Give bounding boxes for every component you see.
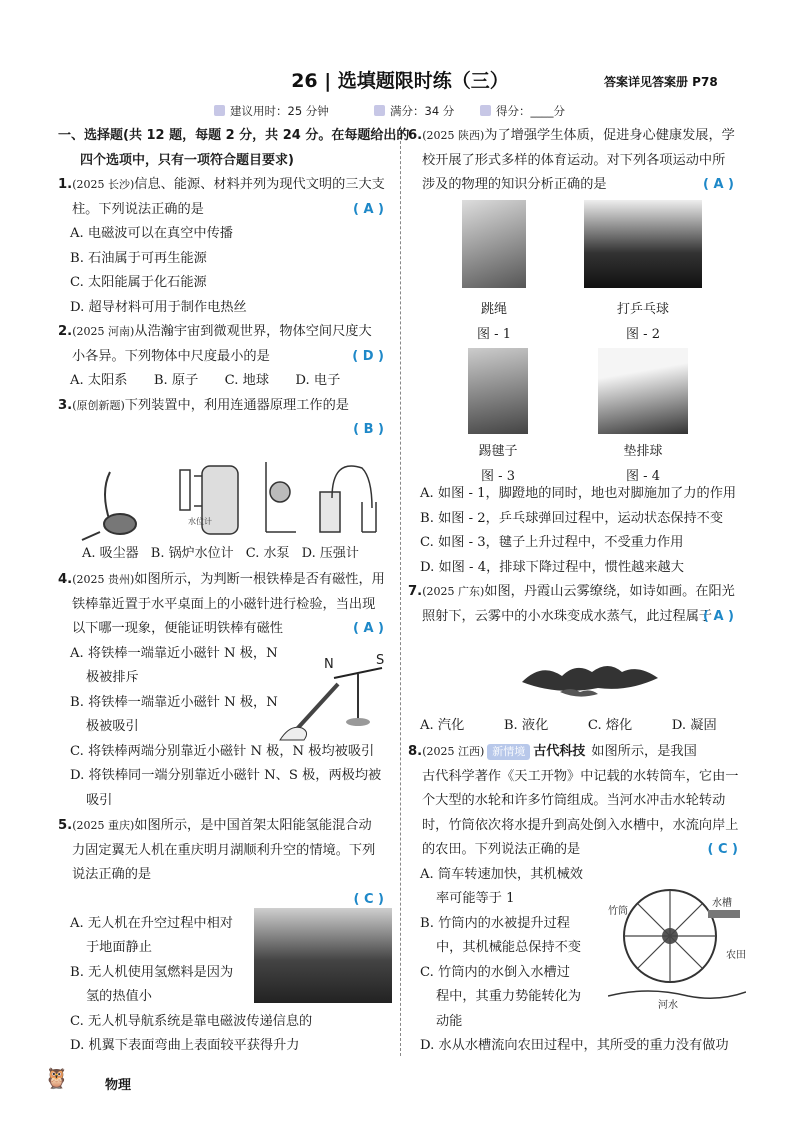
q4-option-d: D. 将铁棒同一端分别靠近小磁针 N、S 极，两极均被 xyxy=(70,768,382,783)
q8-stem-2: 古代科学著作《天工开物》中记载的水转筒车，它由一 xyxy=(422,768,739,784)
q8-option-b: B. 竹筒内的水被提升过程 xyxy=(420,915,570,931)
north-label: N xyxy=(324,657,334,672)
drone-over-lake-image xyxy=(254,908,392,1003)
q1-option-b: B. 石油属于可再生能源 xyxy=(70,250,207,266)
q6-option-a: A. 如图 - 1，脚蹬地的同时，地也对脚施加了力的作用 xyxy=(420,486,737,501)
q4-option-b: B. 将铁棒一端靠近小磁针 N 极，N xyxy=(70,694,278,710)
fig3-label: 图 - 3 xyxy=(481,469,515,484)
q5-stem-1: 5.(2025 重庆)如图所示，是中国首架太阳能氢能混合动 xyxy=(58,818,372,833)
ping-pong-photo xyxy=(584,200,702,288)
volleyball-photo xyxy=(598,348,688,434)
fig2-label: 图 - 2 xyxy=(626,327,660,342)
left-column xyxy=(58,124,410,442)
fig1-label: 图 - 1 xyxy=(477,327,511,342)
q8-stem-4: 时，竹筒依次将水提升到高处倒入水槽中，水流向岸上 xyxy=(422,817,739,833)
pencil-icon xyxy=(480,105,491,116)
q6-stem-1: 6.(2025 陕西)为了增强学生体质，促进身心健康发展，学 xyxy=(408,128,735,143)
q3-caption-c: C. 水泵 xyxy=(245,546,290,561)
shuttlecock-kick-photo xyxy=(468,348,528,434)
clock-icon xyxy=(214,105,225,116)
q1-option-c: C. 太阳能属于化石能源 xyxy=(70,275,207,290)
meta-your-score: 得分：____分 xyxy=(480,103,565,119)
iron-rod xyxy=(296,684,338,730)
subject-label: 物理 xyxy=(105,1078,132,1093)
score-icon xyxy=(374,105,385,116)
q8-option-a: A. 筒车转速加快，其机械效 xyxy=(420,866,583,882)
q3-captions xyxy=(82,542,392,561)
ancient-tech-tag: 古代科技 xyxy=(533,744,586,759)
q2-answer: ( D ) xyxy=(352,348,384,364)
q8-option-b-2: 中，其机械能总保持不变 xyxy=(436,940,582,955)
bamboo-tube-label: 竹筒 xyxy=(608,906,628,917)
q1-answer: ( A ) xyxy=(353,201,384,217)
owl-mascot-icon: 🦉 xyxy=(44,1066,69,1090)
meta-full-score: 满分：34 分 xyxy=(374,103,454,119)
q3-caption-a: A. 吸尘器 xyxy=(82,546,139,561)
q1-option-d: D. 超导材料可用于制作电热丝 xyxy=(70,299,247,315)
hand-image xyxy=(280,727,307,740)
q8-answer: ( C ) xyxy=(707,842,738,857)
q4-option-b-2: 极被吸引 xyxy=(86,719,139,734)
q6-option-c: C. 如图 - 3，毽子上升过程中，不受重力作用 xyxy=(420,535,684,550)
q5-option-b-2: 氢的热值小 xyxy=(86,989,152,1004)
q2-stem-2: 小各异。下列物体中尺度最小的是 ( D ) xyxy=(58,345,392,370)
page-title: 26 | 选填题限时练（三） xyxy=(291,70,509,92)
water-level-label: 水位计 xyxy=(188,517,212,526)
q8-stem-5: 的农田。下列说法正确的是 ( C ) xyxy=(408,838,746,863)
q3-stem-1: 3.(原创新题)下列装置中，利用连通器原理工作的是 xyxy=(58,397,349,413)
q7-options-row: A. 汽化 B. 液化 C. 熔化 D. 凝固 xyxy=(420,718,717,733)
q7-stem-2: 照射下，云雾中的小水珠变成水蒸气，此过程属于 ( A ) xyxy=(408,605,742,630)
q8-option-c-2: 程中，其重力势能转化为 xyxy=(436,989,582,1004)
fig1-caption: 跳绳 xyxy=(480,302,507,317)
q5-stem-2: 力固定翼无人机在重庆明月湖顺利升空的情境。下列 xyxy=(72,842,376,858)
q5-option-c: C. 无人机导航系统是靠电磁波传递信息的 xyxy=(70,1013,313,1029)
q3-figure-devices xyxy=(70,462,390,542)
water-trough-label: 水槽 xyxy=(712,898,732,909)
q5-stem-3: 说法正确的是 xyxy=(72,867,152,882)
q8-option-c: C. 竹筒内的水倒入水槽过 xyxy=(420,964,570,980)
south-label: S xyxy=(376,653,385,668)
q3-answer-row xyxy=(58,418,392,442)
answer-reference: 答案详见答案册 P78 xyxy=(604,75,718,89)
q2-options: A. 太阳系 B. 原子 C. 地球 D. 电子 xyxy=(70,373,341,388)
q4-stem-1: 4.(2025 贵州)如图所示，为判断一根铁棒是否有磁性，用 xyxy=(58,572,385,587)
section-heading: 一、选择题(共 12 题，每题 2 分，共 24 分。在每题给出的 xyxy=(58,128,410,143)
column-divider xyxy=(400,126,401,1056)
q5-option-d: D. 机翼下表面弯曲上表面较平获得升力 xyxy=(70,1038,300,1053)
q3-answer: ( B ) xyxy=(353,422,384,437)
pressure-gauge-image xyxy=(320,466,376,532)
q4-option-a-2: 极被排斥 xyxy=(86,670,139,685)
meta-time: 建议用时：25 分钟 xyxy=(214,103,329,119)
q6-stem-2: 校开展了形式多样的体育运动。对下列各项运动中所 xyxy=(422,152,726,168)
fig4-caption: 垫排球 xyxy=(623,444,663,459)
q4-option-a: A. 将铁棒一端靠近小磁针 N 极，N xyxy=(70,645,278,661)
q7-options xyxy=(408,714,742,739)
q6-answer: ( A ) xyxy=(703,177,734,192)
q8-option-c-3: 动能 xyxy=(436,1013,463,1029)
water-wheel-figure xyxy=(608,866,746,1012)
q4-option-c: C. 将铁棒两端分别靠近小磁针 N 极，N 极均被吸引 xyxy=(70,743,375,759)
river-label: 河水 xyxy=(658,1000,678,1011)
right-column xyxy=(408,124,742,198)
q3-caption-b: B. 锅炉水位计 xyxy=(150,546,234,561)
q8-stem-1: 8.(2025 江西) 新情境 古代科技 如图所示，是我国 xyxy=(408,744,697,759)
q3-caption-d: D. 压强计 xyxy=(301,546,359,561)
fig4-label: 图 - 4 xyxy=(626,469,660,484)
q1-stem-1: 1.(2025 长沙)信息、能源、材料并列为现代文明的三大支 xyxy=(58,177,385,192)
q4-figure-compass xyxy=(276,650,390,746)
q6-stem-3: 涉及的物理的知识分析正确的是 ( A ) xyxy=(408,173,742,198)
q7-answer: ( A ) xyxy=(703,608,734,624)
q5-answer: ( C ) xyxy=(353,891,384,907)
danxia-mountain-clouds-image xyxy=(520,652,660,702)
fig3-caption: 踢毽子 xyxy=(478,444,518,459)
vacuum-cleaner-image xyxy=(82,472,136,540)
water-pump-image xyxy=(266,462,296,532)
boiler-gauge-image xyxy=(180,466,238,534)
q4-stem-3: 以下哪一现象，便能证明铁棒有磁性 ( A ) xyxy=(58,617,392,642)
q6-options xyxy=(408,482,746,580)
q4-answer: ( A ) xyxy=(353,621,384,636)
q1-stem-2: 柱。下列说法正确的是 ( A ) xyxy=(58,198,392,223)
q5-option-a: A. 无人机在升空过程中相对 xyxy=(70,915,233,931)
farmland-label: 农田 xyxy=(726,950,746,961)
q5-option-a-2: 于地面静止 xyxy=(86,940,152,955)
q4-stem-2: 铁棒靠近置于水平桌面上的小磁针进行检验，当出现 xyxy=(72,596,376,612)
q7-stem-1: 7.(2025 广东)如图，丹霞山云雾缭绕，如诗如画。在阳光 xyxy=(408,584,735,599)
q1-option-a: A. 电磁波可以在真空中传播 xyxy=(70,226,233,241)
q5-option-b: B. 无人机使用氢燃料是因为 xyxy=(70,964,234,980)
fig2-caption: 打乒乓球 xyxy=(616,302,669,317)
q8-option-a-2: 率可能等于 1 xyxy=(436,891,515,906)
q8-option-d: D. 水从水槽流向农田过程中，其所受的重力没有做功 xyxy=(420,1038,729,1053)
q6-option-d: D. 如图 - 4，排球下降过程中，惯性越来越大 xyxy=(420,559,684,575)
new-context-tag: 新情境 xyxy=(487,744,530,760)
q7-block xyxy=(408,580,742,629)
q4-option-d-2: 吸引 xyxy=(86,792,113,808)
q2-stem-1: 2.(2025 河南)从浩瀚宇宙到微观世界，物体空间尺度大 xyxy=(58,324,372,339)
q6-option-b: B. 如图 - 2，乒乓球弹回过程中，运动状态保持不变 xyxy=(420,510,724,526)
section-heading-2: 四个选项中，只有一项符合题目要求) xyxy=(80,152,294,168)
jump-rope-photo xyxy=(462,200,526,288)
q8-stem-3: 个大型的水轮和许多竹筒组成。当河水冲击水轮转动 xyxy=(422,793,726,808)
